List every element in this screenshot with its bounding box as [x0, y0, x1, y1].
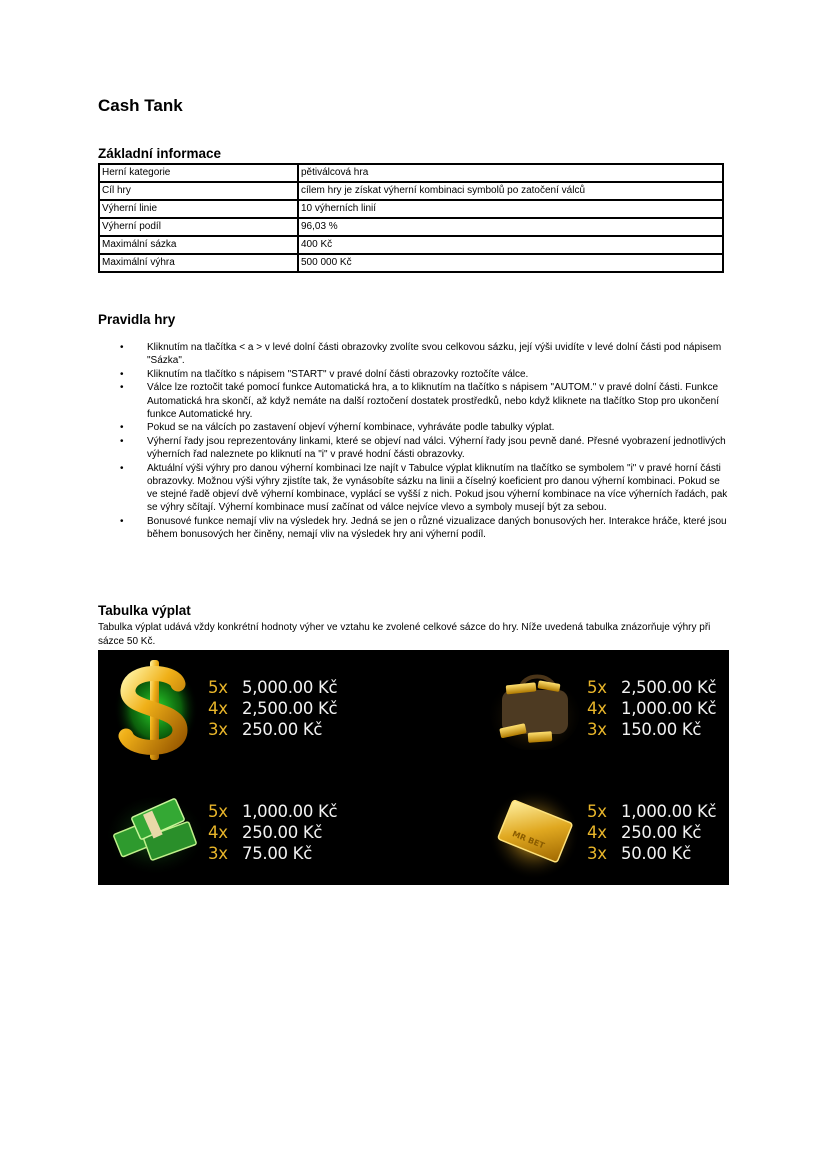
row-label: Maximální výhra — [99, 254, 298, 272]
dollar-sign-pays — [208, 677, 337, 740]
pay-row: 4x 250.00 Kč — [587, 823, 702, 842]
row-value: 10 výherních linií — [298, 200, 723, 218]
row-value: pětiválcová hra — [298, 164, 723, 182]
basic-info-heading: Základní informace — [98, 146, 222, 161]
pay-row: 4x 250.00 Kč — [208, 823, 323, 842]
pay-row: 4x 1,000.00 Kč — [587, 699, 717, 718]
cash-stacks-icon — [108, 795, 203, 875]
table-row — [99, 182, 723, 200]
list-item: • Kliknutím na tlačítko s nápisem "START" v pravé dolní části obrazovky roztočíte válce. — [120, 368, 529, 380]
dollar-sign-icon — [108, 654, 198, 764]
table-row — [99, 164, 723, 182]
pay-row: 3x 75.00 Kč — [208, 844, 312, 863]
rules-list — [98, 341, 730, 542]
list-item: • Pokud se na válcích po zastavení objeví výherní kombinace, vyhráváte podle tabulky výplat. — [120, 422, 555, 434]
row-label: Výherní linie — [99, 200, 298, 218]
pay-row: 3x 50.00 Kč — [587, 844, 691, 863]
row-label: Maximální sázka — [99, 236, 298, 254]
list-item: • Kliknutím na tlačítka < a > v levé dolní části obrazovky zvolíte svou celkovou sázku, její výši uvidíte v levé dolní části pod nápisem "Sázka". — [120, 342, 722, 367]
pay-row: 3x 150.00 Kč — [587, 720, 702, 739]
bullet-icon: • — [120, 342, 124, 353]
row-value: 96,03 % — [298, 218, 723, 236]
gold-card-icon — [486, 782, 581, 882]
list-item: • Výherní řady jsou reprezentovány linkami, které se objeví nad válci. Výherní řady jsou pevně dané. Přesné vyobrazení jednotlivých výherních řad naleznete po kliknutí na "i" v pravé hodní části obrazovky. — [120, 435, 726, 461]
gold-bag-icon — [490, 668, 580, 750]
cash-stacks-pays — [208, 801, 337, 864]
list-item: • Aktuální výši výhry pro danou výherní kombinaci lze najít v Tabulce výplat kliknutím na tlačítko se symbolem "i" v pravé horní části obrazovky. Možnou výši výhry zjistíte tak, že vynásobíte sázku na linii a číselný koeficient pro danou výherní kombinaci. Pokud se ve stejné řadě objeví dvě výherní kombinace, vyplácí se vyšší z nich. Pokud jsou výherní kombinace na více výherních řadách, pak se výhry sčítají. Výherní kombinace musí začínat od válce nejvíce vlevo a symboly musejí být za sebou. — [120, 462, 728, 514]
table-row — [99, 236, 723, 254]
rules-heading: Pravidla hry — [98, 312, 176, 327]
table-row — [99, 200, 723, 218]
page-title: Cash Tank — [98, 96, 183, 115]
bullet-icon: • — [120, 368, 124, 380]
table-row — [99, 254, 723, 272]
paytable-image — [98, 650, 729, 885]
table-row — [99, 218, 723, 236]
bullet-icon: • — [120, 382, 124, 394]
svg-text:MR BET: MR BET — [510, 829, 546, 851]
pay-row: 5x 1,000.00 Kč — [587, 802, 717, 821]
paytable-intro: Tabulka výplat udává vždy konkrétní hodnoty výher ve vztahu ke zvolené celkové sázce do hry. Níže uvedená tabulka znázorňuje výhry při sázce 50 Kč. — [98, 622, 711, 647]
list-item: • Bonusové funkce nemají vliv na výsledek hry. Jedná se jen o různé vizualizace daných bonusových her. Interakce hráče, které jsou během bonusových her činěny, nemají vliv na výsledek hry ani výherní podíl. — [120, 515, 727, 541]
bullet-icon: • — [120, 462, 124, 474]
row-value: 500 000 Kč — [298, 254, 723, 272]
bullet-icon: • — [120, 422, 124, 434]
paytable-heading: Tabulka výplat — [98, 603, 191, 618]
row-label: Cíl hry — [99, 182, 298, 200]
pay-row: 5x 5,000.00 Kč — [208, 678, 338, 697]
bullet-icon: • — [120, 515, 124, 527]
row-value: cílem hry je získat výherní kombinaci symbolů po zatočení válců — [298, 182, 723, 200]
row-label: Výherní podíl — [99, 218, 298, 236]
pay-row: 5x 1,000.00 Kč — [208, 802, 338, 821]
list-item: • Válce lze roztočit také pomocí funkce Automatická hra, a to kliknutím na tlačítko s nápisem "AUTOM." v pravé dolní části. Funkce Automatická hra skončí, až když nemáte na další roztočení dostatek prostředků, nebo když kliknete na tlačítko Stop pro ukončení funkce Automatické hry. — [120, 382, 719, 420]
row-value: 400 Kč — [298, 236, 723, 254]
row-label: Herní kategorie — [99, 164, 298, 182]
pay-row: 5x 2,500.00 Kč — [587, 678, 717, 697]
gold-bag-pays — [587, 677, 716, 740]
bullet-icon: • — [120, 435, 124, 447]
pay-row: 3x 250.00 Kč — [208, 720, 323, 739]
basic-info-table — [98, 163, 724, 273]
pay-row: 4x 2,500.00 Kč — [208, 699, 338, 718]
gold-card-pays — [587, 801, 716, 864]
